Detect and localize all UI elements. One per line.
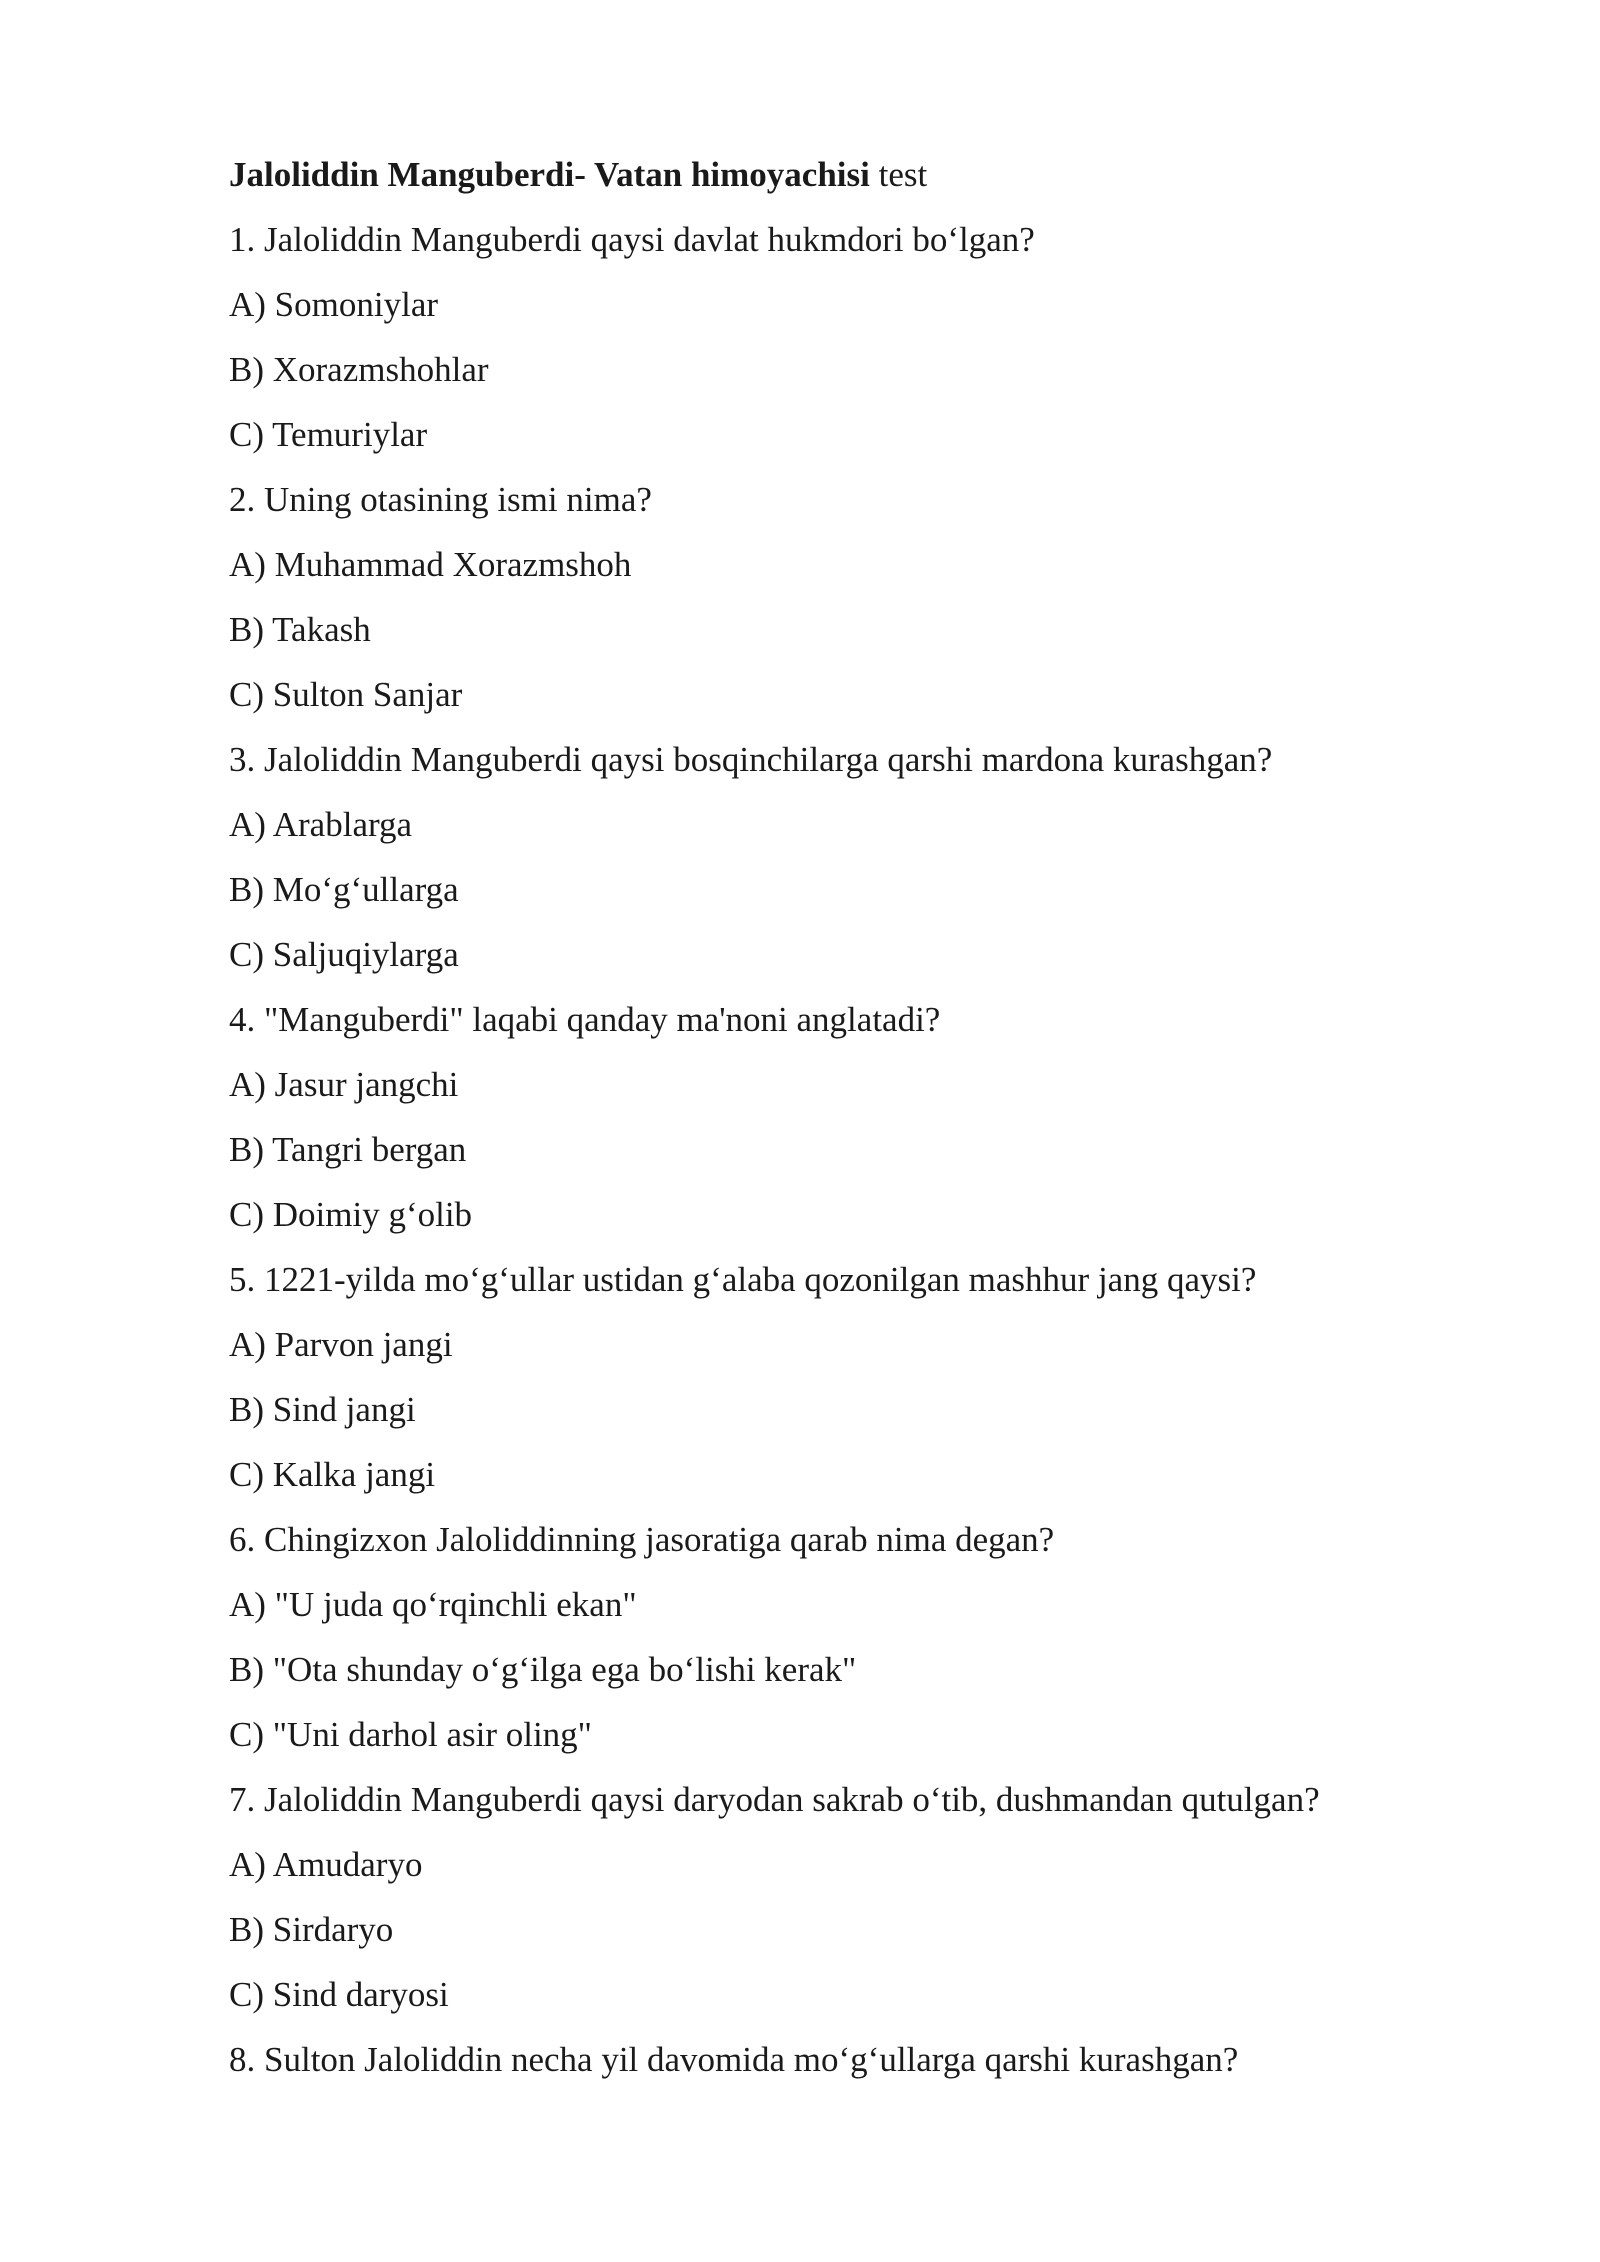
answer-option: C) Sulton Sanjar <box>229 675 463 714</box>
question-list <box>229 213 1529 2098</box>
question-text: 3. Jaloliddin Manguberdi qaysi bosqinchilarga qarshi mardona kurashgan? <box>229 740 1273 779</box>
answer-option: C) Temuriylar <box>229 415 428 454</box>
answer-option: B) "Ota shunday o‘g‘ilga ega bo‘lishi kerak" <box>229 1650 857 1689</box>
answer-option: C) "Uni darhol asir oling" <box>229 1715 592 1754</box>
answer-option: B) Sind jangi <box>229 1390 416 1429</box>
answer-option: B) Mo‘g‘ullarga <box>229 870 459 909</box>
question-text: 6. Chingizxon Jaloliddinning jasoratiga qarab nima degan? <box>229 1520 1055 1559</box>
answer-option: A) Somoniylar <box>229 285 439 324</box>
answer-option: A) "U juda qo‘rqinchli ekan" <box>229 1585 637 1624</box>
question-text: 1. Jaloliddin Manguberdi qaysi davlat hukmdori bo‘lgan? <box>229 220 1035 259</box>
question-text: 7. Jaloliddin Manguberdi qaysi daryodan sakrab o‘tib, dushmandan qutulgan? <box>229 1780 1320 1819</box>
answer-option: C) Saljuqiylarga <box>229 935 459 974</box>
question-text: 4. "Manguberdi" laqabi qanday ma'noni anglatadi? <box>229 1000 941 1039</box>
answer-option: A) Jasur jangchi <box>229 1065 459 1104</box>
question-text: 2. Uning otasining ismi nima? <box>229 480 652 519</box>
title-main: Jaloliddin Manguberdi- Vatan himoyachisi <box>229 155 870 194</box>
question-text: 8. Sulton Jaloliddin necha yil davomida mo‘g‘ullarga qarshi kurashgan? <box>229 2040 1239 2079</box>
answer-option: B) Tangri bergan <box>229 1130 467 1169</box>
title-suffix: test <box>869 155 928 194</box>
answer-option: B) Xorazmshohlar <box>229 350 489 389</box>
answer-option: B) Takash <box>229 610 371 649</box>
answer-option: C) Sind daryosi <box>229 1975 449 2014</box>
answer-option: C) Kalka jangi <box>229 1455 436 1494</box>
answer-option: A) Muhammad Xorazmshoh <box>229 545 632 584</box>
answer-option: A) Parvon jangi <box>229 1325 453 1364</box>
document-body <box>229 148 1529 2098</box>
document-title <box>229 148 1529 213</box>
answer-option: A) Amudaryo <box>229 1845 423 1884</box>
answer-option: A) Arablarga <box>229 805 413 844</box>
answer-option: C) Doimiy g‘olib <box>229 1195 473 1234</box>
question-text: 5. 1221-yilda mo‘g‘ullar ustidan g‘alaba qozonilgan mashhur jang qaysi? <box>229 1260 1257 1299</box>
answer-option: B) Sirdaryo <box>229 1910 394 1949</box>
